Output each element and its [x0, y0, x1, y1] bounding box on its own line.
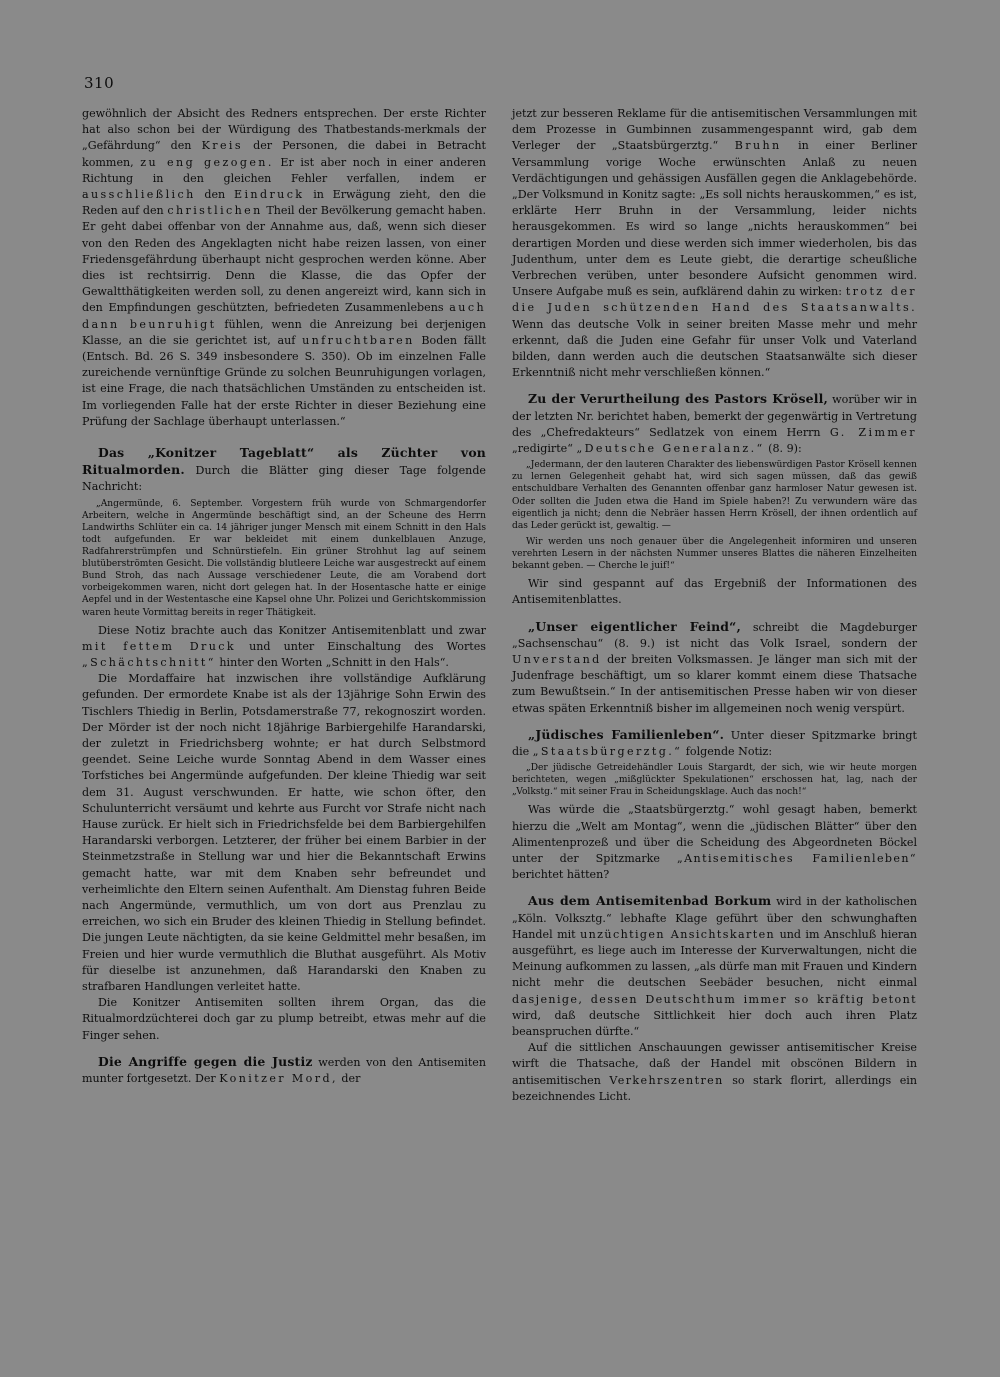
spaced-text: Bruhn: [734, 139, 782, 153]
spaced-text: dasjenige, dessen Deutschthum immer so kräftig betont: [512, 992, 917, 1006]
right-paragraph-5: [512, 727, 917, 760]
text-run: werden von den Antisemiten munter fortgesetzt. Der: [82, 1055, 486, 1086]
spaced-text: Verkehrszentren: [609, 1073, 724, 1087]
text-run: Auf die sittlichen Anschauungen gewisser antisemitischer Kreise wirft die Thatsache, daß der Handel mit obscönen Bildern in antisemitischen: [512, 1041, 917, 1087]
spaced-text: G. Zimmer: [829, 425, 917, 439]
spaced-text: christlichen: [167, 204, 263, 218]
text-run: wird in der katholischen „Köln. Volksztg.“ lebhafte Klage geführt über den schwunghaften Handel mit: [512, 895, 918, 941]
right-paragraph-1: [512, 106, 917, 381]
text-run: und unter Einschaltung des Wortes: [249, 639, 486, 653]
news-quote: „Angermünde, 6. September. Vorgestern früh wurde von Schmargendorfer Arbeitern, welche in Angermünde beschäftigt sind, an der Scheune des Herrn Landwirths Schlüter ein ca. 14 jähriger junger Mensch mit einem Schnitt in den Hals todt aufgefunden. Er war bekleidet mit einem dunkelblauen Anzuge, Radfahrerstrümpfen und Schnürstiefeln. Ein grüner Strohhut lag auf seinem blutüberströmten Gesicht. Die vollständig blutleere Leiche war ausgestreckt auf einem Bund Stroh, das nach Aussage verschiedener Leute, die am Vorabend dort vorbeigekommen waren, nicht dort gelegen hat. In der Hosentasche hatte er einige Aepfel und in der Westentasche eine Kapsel ohne Uhr. Polizei und Gerichtskommission waren heute Vormittag bereits in reger Thätigkeit.: [82, 498, 486, 618]
news-quote: „Der jüdische Getreidehändler Louis Stargardt, der sich, wie wir heute morgen berichteten, wegen „mißglückter Spekulationen“ erschossen hat, lag, nach der „Volkstg.“ mit seiner Frau in Scheidungsklage. Auch das noch!“: [512, 763, 917, 798]
spaced-text: „Deutsche Generalanz.“: [576, 442, 765, 456]
spaced-text: trotz der die Juden schützenden Hand des Staatsanwalts.: [512, 285, 917, 315]
spaced-text: Konitzer Mord,: [219, 1072, 338, 1086]
left-column: [82, 106, 486, 1087]
text-run: folgende Notiz:: [685, 744, 773, 758]
news-quote: „Jedermann, der den lauteren Charakter des liebenswürdigen Pastor Krösell kennen zu lernen Gelegenheit gehabt hat, wird sich sagen müssen, daß das gewiß entschuldbare Verhalten des Genannten offenbar ganz harmloser Natur gewesen ist. Oder sollten die Juden etwa die Hand im Spiele haben?! Zu verwundern wäre das eigentlich ja nicht; denn die Nebräer hassen Herrn Krösell, der ihnen ordentlich auf das Leder gerückt ist, gewaltig. —: [512, 460, 917, 531]
section-heading: „Unser eigentlicher Feind“,: [528, 618, 742, 634]
spaced-text: ausschließlich: [82, 188, 196, 202]
spaced-text: „Staatsbürgerztg.“: [532, 744, 683, 758]
left-paragraph-4: Die Mordaffaire hat inzwischen ihre vollständige Aufklärung gefunden. Der ermordete Knabe ist als der 13jährige Sohn Erwin des Tischlers Thiedig in Berlin, Potsdamerstraße 77, rekognoszirt worden. Der Mörder ist der noch nicht 18jährige Barbiergehilfe Harandarski, der zuletzt in Friedrichsberg wohnte; er hat durch Selbstmord geendet. Seine Leiche wurde Sonntag Abend in dem Wasser eines Torfstiches bei Angermünde aufgefunden. Der kleine Thiedig war seit dem 31. August verschwunden. Er hatte, wie schon öfter, den Schulunterricht versäumt und kehrte aus Furcht vor Strafe nicht nach Hause zurück. Er hielt sich in Friedrichsfelde bei dem Barbiergehilfen Harandarski verborgen. Letzterer, der früher bei einem Barbier in der Steinmetzstraße in Stellung war und hier die Bekanntschaft Erwins gemacht hatte, war mit dem Knaben sehr befreundet und verheimlichte den Eltern seinen Aufenthalt. Am Dienstag fuhren Beide nach Angermünde, vermuthlich, um von dort aus Prenzlau zu erreichen, wo sich ein Bruder des kleinen Thiedig in Stellung befindet. Die jungen Leute nächtigten, da sie keine Geldmittel mehr besaßen, im Freien und hier wurde vermuthlich die Bluthat ausgeführt. Als Motiv für dieselbe ist anzunehmen, daß Harandarski den Knaben zu strafbaren Handlungen verleitet hatte.: [82, 672, 486, 994]
page-number: 310: [84, 74, 115, 92]
spaced-text: zu eng gezogen.: [140, 155, 274, 169]
section-heading: Die Angriffe gegen die Justiz: [98, 1053, 313, 1069]
left-paragraph-5: Die Konitzer Antisemiten sollten ihrem Organ, das die Ritualmordzüchterei doch gar zu plump betreibt, etwas mehr auf die Finger sehen.: [82, 996, 486, 1042]
text-run: jetzt zur besseren Reklame für die antisemitischen Versammlungen mit dem Prozesse in Gumbinnen zusammengespannt wird, gab dem Verleger der „Staatsbürgerztg.“: [512, 107, 917, 153]
right-paragraph-6: [512, 802, 917, 883]
left-paragraph-6: [82, 1054, 486, 1087]
spaced-text: auch dann beunruhigt: [82, 301, 486, 331]
section-heading: Das „Konitzer Tageblatt“ als Züchter von Ritualmorden.: [82, 445, 486, 478]
text-run: Boden fällt (Entsch. Bd. 26 S. 349 insbesondere S. 350). Ob im einzelnen Falle zureichende vernünftige Gründe zu solchen Beunruhigungen vorlagen, ist eine Frage, die nach thatsächlichen Umständen zu entscheiden ist. Im vorliegenden Falle hat der erste Richter in dieser Beziehung eine Prüfung der Sachlage überhaupt unterlassen.“: [82, 333, 486, 428]
spaced-text: „Antisemitisches Familienleben“: [676, 852, 917, 866]
text-run: „redigirte“: [512, 442, 573, 456]
right-column: [512, 106, 917, 1105]
text-run: der: [341, 1072, 361, 1086]
left-paragraph-1: [82, 106, 486, 430]
section-heading: Zu der Verurtheilung des Pastors Krösell,: [528, 391, 829, 407]
news-quote: Wir werden uns noch genauer über die Angelegenheit informiren und unseren verehrten Lesern in der nächsten Nummer unseres Blattes die näheren Einzelheiten bekannt geben. — Cherche le juif!“: [512, 536, 917, 572]
spaced-text: „Schächtschnitt“: [82, 656, 216, 670]
text-run: Diese Notiz brachte auch das Konitzer Antisemitenblatt und zwar: [98, 623, 486, 637]
text-run: hinter den Worten „Schnitt in den Hals“.: [219, 656, 449, 670]
text-run: so stark florirt, allerdings ein bezeichnendes Licht.: [512, 1073, 917, 1103]
text-run: worüber wir in der letzten Nr. berichtet haben, bemerkt der gegenwärtig in Vertretung des „Chefredakteurs“ Sedlatzek von einem Herrn: [512, 393, 918, 439]
text-run: und im Anschluß hieran ausgeführt, es liege auch im Interesse der Kurverwaltungen, nicht die Meinung aufkommen zu lassen, „als dürfe man mit Frauen und Kindern nicht mehr die deutschen Seebäder besuchen, nicht einmal: [512, 927, 917, 990]
spaced-text: unzüchtigen Ansichtskarten: [580, 927, 776, 941]
text-run: den: [204, 188, 226, 202]
spaced-text: Eindruck: [233, 188, 305, 202]
text-run: Er ist aber noch in einer anderen Richtung in den gleichen Fehler verfallen, indem er: [82, 155, 486, 185]
spaced-text: unfruchtbaren: [302, 333, 415, 347]
section-heading: Aus dem Antisemitenbad Borkum: [528, 893, 772, 909]
text-run: in einer Berliner Versammlung vorige Woche erwünschten Anlaß zu neuen Verdächtigungen und gehässigen Ausfällen gegen die Anklagebehörde. „Der Volksmund in Konitz sagte: „Es soll nichts herauskommen,“ es ist, erklärte Herr Bruhn in der Versammlung, leider nichts herausgekommen. Es wird so lange „nichts herauskommen“ bei derartigen Morden und diese werden sich immer wiederholen, bis das Judenthum, unter dem es Leute giebt, die derartige scheußliche Verbrechen verüben, unter besondere Aufsicht genommen wird. Unsere Aufgabe muß es sein, aufklärend dahin zu wirken:: [512, 139, 918, 299]
left-paragraph-2: [82, 445, 486, 496]
right-paragraph-3: Wir sind gespannt auf das Ergebniß der Informationen des Antisemitenblattes.: [512, 577, 917, 607]
text-run: berichtet hätten?: [512, 868, 610, 882]
right-paragraph-8: [512, 1040, 917, 1105]
spaced-text: mit fettem Druck: [82, 639, 237, 653]
spaced-text: Unverstand: [512, 652, 602, 666]
spaced-text: Kreis: [201, 139, 243, 153]
right-paragraph-4: [512, 619, 917, 717]
text-run: fühlen, wenn die Anreizung bei derjenigen Klasse, an die sie gerichtet ist, auf: [82, 317, 486, 347]
text-run: der Personen, die dabei in Betracht kommen,: [82, 139, 486, 169]
text-run: Unter dieser Spitzmarke bringt die: [512, 728, 917, 758]
text-run: Theil der Bevölkerung gemacht haben. Er geht dabei offenbar von der Annahme aus, daß, wenn sich dieser von den Reden des Angeklagten nicht habe reizen lassen, von einer Friedensgefährdung überhaupt nicht gesprochen werden könne. Aber dies ist rechtsirrig. Denn die Klasse, die das Opfer der Gewaltthätigkeiten werden soll, zu denen angereizt wird, kann sich in den Empfindungen geschützten, befriedeten Zusammenlebens: [82, 204, 487, 315]
text-run: gewöhnlich der Absicht des Redners entsprechen. Der erste Richter hat also schon bei der Würdigung des Thatbestands-merkmals der „Gefährdung“ den: [82, 107, 486, 153]
text-run: schreibt die Magdeburger „Sachsenschau“ (8. 9.) ist nicht das Volk Israel, sondern der: [512, 620, 917, 650]
text-run: Durch die Blätter ging dieser Tage folgende Nachricht:: [82, 464, 486, 494]
left-paragraph-3: [82, 623, 486, 672]
right-paragraph-2: [512, 391, 917, 457]
text-run: in Erwägung zieht, den die Reden auf den: [82, 188, 486, 218]
text-run: Was würde die „Staatsbürgerztg.“ wohl gesagt haben, bemerkt hierzu die „Welt am Montag“, wenn die „jüdischen Blätter“ über den Alimentenprozeß und über die Scheidung des Abgeordneten Böckel unter der Spitzmarke: [512, 803, 917, 866]
text-run: wird, daß deutsche Sittlichkeit hier doch auch ihren Platz beanspruchen dürfte.“: [512, 1008, 917, 1039]
text-run: (8. 9):: [768, 442, 802, 456]
text-run: Wenn das deutsche Volk in seiner breiten Masse mehr und mehr erkennt, daß die Juden eine Gefahr für unser Volk und Vaterland bilden, dann werden auch die deutschen Staatsanwälte sich dieser Erkenntniß nicht mehr verschließen können.“: [512, 317, 917, 380]
right-paragraph-7: [512, 893, 917, 1040]
section-heading: „Jüdisches Familienleben“.: [528, 726, 725, 742]
text-run: der breiten Volksmassen. Je länger man sich mit der Judenfrage beschäftigt, um so klarer kommt einem diese Thatsache zum Bewußtsein.“ In der antisemitischen Presse haben wir von dieser etwas späten Erkenntniß bisher im allgemeinen noch wenig verspürt.: [512, 652, 917, 715]
